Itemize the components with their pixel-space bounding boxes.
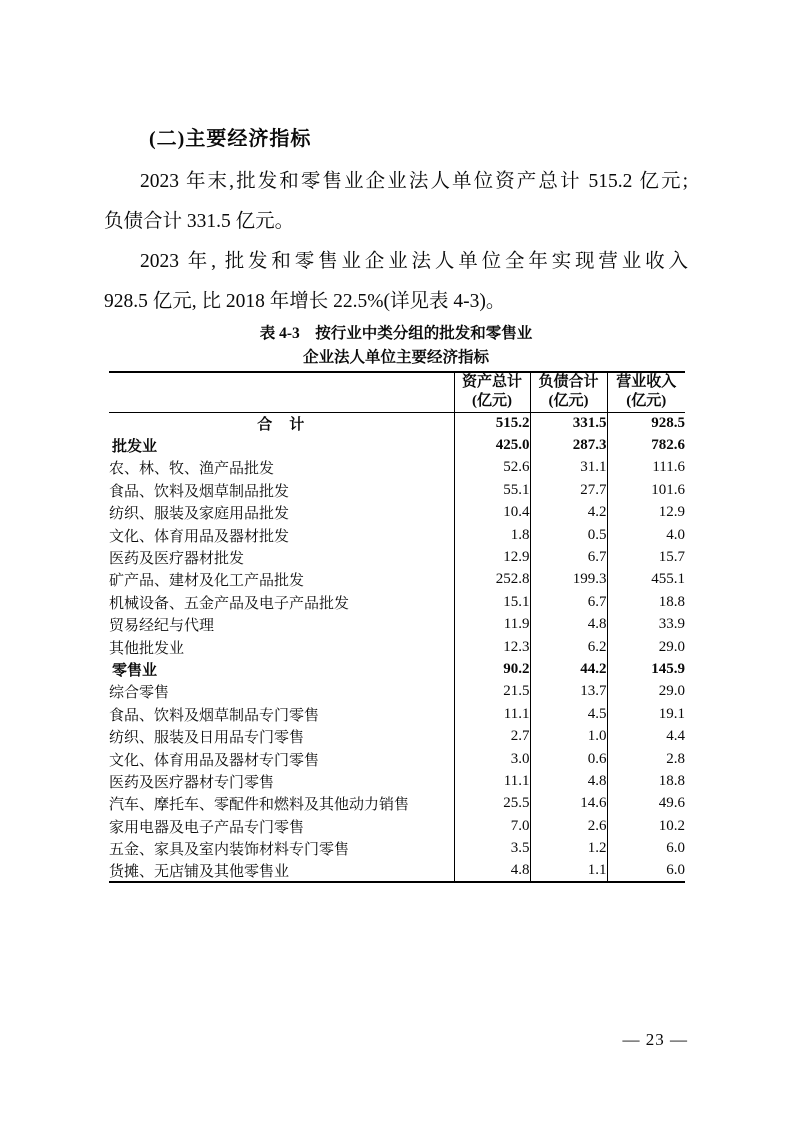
row-value: 14.6 bbox=[530, 793, 607, 815]
column-header-title: 营业收入 bbox=[616, 374, 677, 391]
row-value: 145.9 bbox=[607, 658, 685, 680]
row-label: 医药及医疗器材批发 bbox=[109, 551, 245, 568]
row-value: 11.1 bbox=[454, 703, 530, 725]
row-value: 1.8 bbox=[454, 524, 530, 546]
row-value: 12.9 bbox=[454, 546, 530, 568]
row-value: 928.5 bbox=[607, 412, 685, 434]
table-row bbox=[109, 793, 685, 815]
table-row bbox=[109, 658, 685, 680]
table-row bbox=[109, 770, 685, 792]
row-value: 12.3 bbox=[454, 636, 530, 658]
row-label: 医药及医疗器材专门零售 bbox=[109, 774, 275, 791]
row-value: 782.6 bbox=[607, 434, 685, 456]
row-label: 纺织、服装及家庭用品批发 bbox=[109, 506, 290, 523]
column-header-assets bbox=[454, 372, 530, 412]
row-label: 机械设备、五金产品及电子产品批发 bbox=[109, 595, 350, 612]
row-value: 12.9 bbox=[607, 502, 685, 524]
row-value: 52.6 bbox=[454, 457, 530, 479]
row-value: 13.7 bbox=[530, 681, 607, 703]
table-row bbox=[109, 457, 685, 479]
row-value: 7.0 bbox=[454, 815, 530, 837]
table-row bbox=[109, 434, 685, 456]
row-label: 合 计 bbox=[257, 416, 306, 433]
table-row bbox=[109, 502, 685, 524]
row-value: 0.5 bbox=[530, 524, 607, 546]
table-row bbox=[109, 703, 685, 725]
row-value: 515.2 bbox=[454, 412, 530, 434]
row-value: 6.2 bbox=[530, 636, 607, 658]
row-value: 6.7 bbox=[530, 546, 607, 568]
paragraph-line: 负债合计 331.5 亿元。 bbox=[104, 211, 295, 232]
row-value: 2.7 bbox=[454, 725, 530, 747]
table-row bbox=[109, 546, 685, 568]
column-header-title: 资产总计 bbox=[461, 374, 522, 391]
row-value: 21.5 bbox=[454, 681, 530, 703]
row-label: 农、林、牧、渔产品批发 bbox=[109, 461, 275, 478]
row-value: 6.0 bbox=[607, 837, 685, 859]
row-value: 15.1 bbox=[454, 591, 530, 613]
table-row bbox=[109, 815, 685, 837]
row-value: 4.0 bbox=[607, 524, 685, 546]
row-value: 18.8 bbox=[607, 770, 685, 792]
table-body bbox=[109, 412, 685, 882]
column-header-unit: (亿元) bbox=[548, 393, 589, 410]
row-value: 15.7 bbox=[607, 546, 685, 568]
row-value: 455.1 bbox=[607, 569, 685, 591]
row-value: 33.9 bbox=[607, 614, 685, 636]
table-row bbox=[109, 636, 685, 658]
row-label: 食品、饮料及烟草制品专门零售 bbox=[109, 707, 320, 724]
row-value: 25.5 bbox=[454, 793, 530, 815]
row-value: 29.0 bbox=[607, 636, 685, 658]
row-value: 111.6 bbox=[607, 457, 685, 479]
row-value: 49.6 bbox=[607, 793, 685, 815]
row-value: 3.0 bbox=[454, 748, 530, 770]
row-value: 287.3 bbox=[530, 434, 607, 456]
row-value: 3.5 bbox=[454, 837, 530, 859]
row-value: 4.2 bbox=[530, 502, 607, 524]
table-row bbox=[109, 681, 685, 703]
table-title bbox=[104, 322, 688, 370]
table-row bbox=[109, 479, 685, 501]
row-value: 6.0 bbox=[607, 860, 685, 882]
row-label: 食品、饮料及烟草制品批发 bbox=[109, 483, 290, 500]
row-value: 101.6 bbox=[607, 479, 685, 501]
table-row bbox=[109, 837, 685, 859]
row-value: 10.4 bbox=[454, 502, 530, 524]
row-label: 矿产品、建材及化工产品批发 bbox=[109, 573, 305, 590]
table-title-line2: 企业法人单位主要经济指标 bbox=[302, 349, 489, 366]
row-value: 10.2 bbox=[607, 815, 685, 837]
paragraph-line: 2023 年末,批发和零售业企业法人单位资产总计 515.2 亿元; bbox=[140, 171, 688, 192]
row-label: 货摊、无店铺及其他零售业 bbox=[109, 864, 290, 880]
row-value: 19.1 bbox=[607, 703, 685, 725]
row-value: 31.1 bbox=[530, 457, 607, 479]
row-label: 五金、家具及室内装饰材料专门零售 bbox=[109, 842, 350, 859]
row-label: 贸易经纪与代理 bbox=[109, 618, 215, 635]
paragraph-assets-liabilities bbox=[104, 162, 688, 242]
table-title-line1: 表 4-3 按行业中类分组的批发和零售业 bbox=[259, 325, 533, 342]
table-row bbox=[109, 860, 685, 882]
column-header-unit: (亿元) bbox=[626, 393, 667, 410]
row-value: 4.4 bbox=[607, 725, 685, 747]
row-value: 90.2 bbox=[454, 658, 530, 680]
paragraph-line: 928.5 亿元, 比 2018 年增长 22.5%(详见表 4-3)。 bbox=[104, 291, 506, 312]
row-value: 252.8 bbox=[454, 569, 530, 591]
section-heading: (二)主要经济指标 bbox=[149, 128, 312, 150]
row-value: 1.2 bbox=[530, 837, 607, 859]
row-value: 199.3 bbox=[530, 569, 607, 591]
row-value: 331.5 bbox=[530, 412, 607, 434]
column-header-unit: (亿元) bbox=[472, 393, 512, 410]
column-header-title: 负债合计 bbox=[538, 374, 599, 391]
table-row bbox=[109, 725, 685, 747]
page-number: — 23 — bbox=[622, 1030, 688, 1049]
table-row bbox=[109, 524, 685, 546]
table-row bbox=[109, 412, 685, 434]
row-value: 4.8 bbox=[530, 770, 607, 792]
row-label: 文化、体育用品及器材专门零售 bbox=[109, 752, 320, 769]
row-value: 29.0 bbox=[607, 681, 685, 703]
row-label: 其他批发业 bbox=[109, 640, 185, 657]
table-4-3 bbox=[109, 371, 685, 883]
row-value: 27.7 bbox=[530, 479, 607, 501]
table-row bbox=[109, 569, 685, 591]
row-label: 汽车、摩托车、零配件和燃料及其他动力销售 bbox=[109, 797, 410, 814]
row-value: 0.6 bbox=[530, 748, 607, 770]
stub-header-cell bbox=[109, 372, 454, 412]
table-row bbox=[109, 591, 685, 613]
row-value: 2.8 bbox=[607, 748, 685, 770]
row-value: 6.7 bbox=[530, 591, 607, 613]
row-label: 文化、体育用品及器材批发 bbox=[109, 528, 290, 545]
paragraph-line: 2023 年, 批发和零售业企业法人单位全年实现营业收入 bbox=[140, 251, 688, 272]
column-header-liabilities bbox=[530, 372, 607, 412]
paragraph-revenue bbox=[104, 242, 688, 322]
row-label: 批发业 bbox=[112, 439, 158, 456]
column-header-revenue bbox=[607, 372, 685, 412]
table-row bbox=[109, 614, 685, 636]
page-content bbox=[104, 0, 688, 883]
row-value: 425.0 bbox=[454, 434, 530, 456]
row-label: 综合零售 bbox=[109, 685, 170, 702]
row-value: 4.8 bbox=[530, 614, 607, 636]
table-header-row bbox=[109, 372, 685, 412]
table-row bbox=[109, 748, 685, 770]
row-label: 家用电器及电子产品专门零售 bbox=[109, 819, 305, 836]
row-value: 2.6 bbox=[530, 815, 607, 837]
row-value: 11.9 bbox=[454, 614, 530, 636]
row-value: 4.8 bbox=[454, 860, 530, 882]
row-value: 11.1 bbox=[454, 770, 530, 792]
row-value: 55.1 bbox=[454, 479, 530, 501]
row-value: 1.0 bbox=[530, 725, 607, 747]
row-value: 1.1 bbox=[530, 860, 607, 882]
row-label: 零售业 bbox=[112, 662, 158, 679]
row-label: 纺织、服装及日用品专门零售 bbox=[109, 730, 305, 747]
row-value: 18.8 bbox=[607, 591, 685, 613]
row-value: 44.2 bbox=[530, 658, 607, 680]
row-value: 4.5 bbox=[530, 703, 607, 725]
